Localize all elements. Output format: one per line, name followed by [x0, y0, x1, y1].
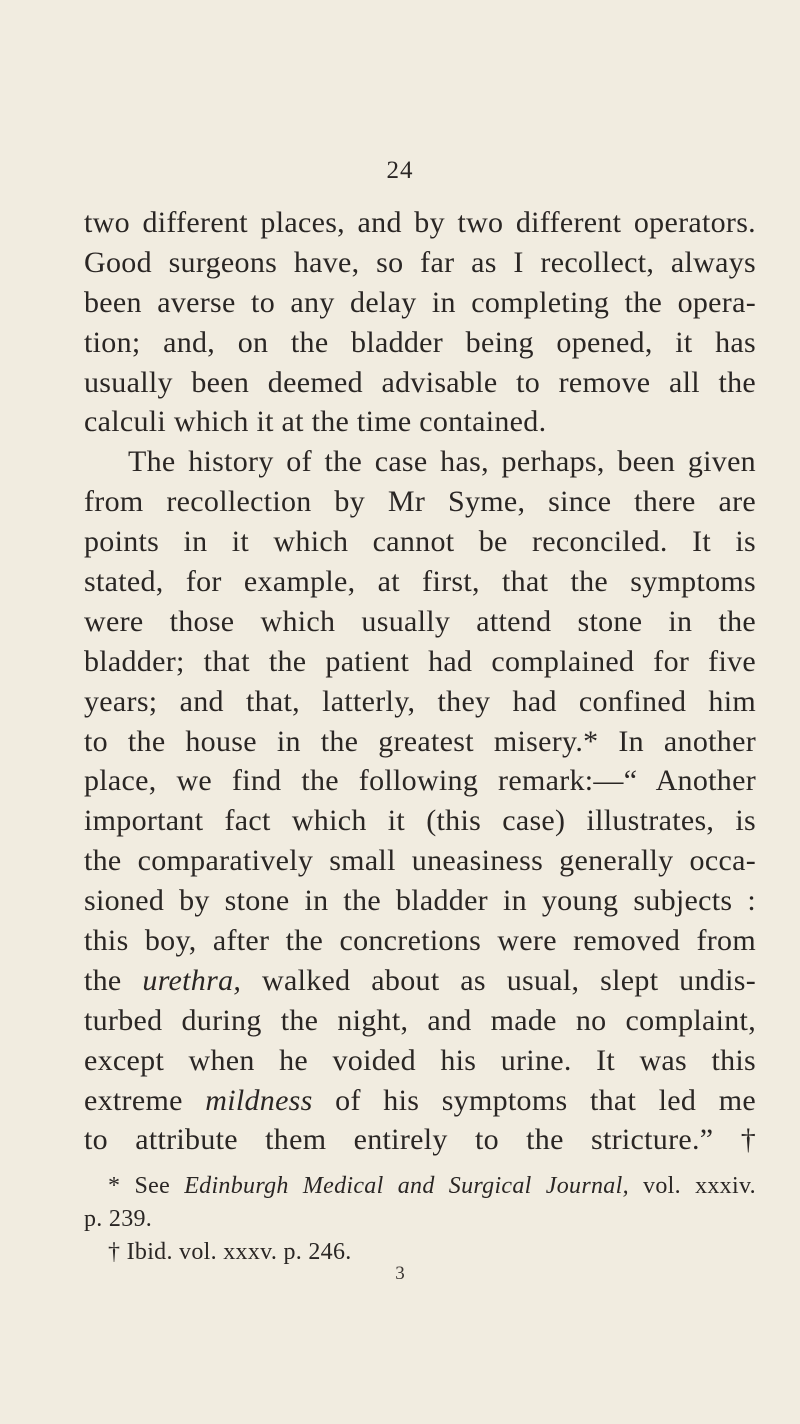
text-line: bladder; that the patient had complained for five: [84, 644, 756, 678]
text-fragment: walked about as usual, slept undis-: [241, 963, 756, 997]
text-line: been averse to any delay in completing the opera-: [84, 285, 756, 319]
text-fragment: extreme: [84, 1083, 206, 1117]
text-line: to attribute them entirely to the stricture.” †: [84, 1123, 756, 1157]
text-line: The history of the case has, perhaps, been given: [128, 445, 756, 479]
text-line: this boy, after the concretions were removed from: [84, 924, 756, 958]
footnotes: [84, 1170, 756, 1269]
footnote-volume: vol. xxxiv.: [628, 1173, 756, 1199]
text-line: Good surgeons have, so far as I recollect, always: [84, 245, 756, 279]
text-line: calculi which it at the time contained.: [84, 405, 547, 439]
text-line: place, we find the following remark:—“ Another: [84, 764, 756, 798]
text-line: points in it which cannot be reconciled. It is: [84, 525, 756, 559]
text-line: usually been deemed advisable to remove all the: [84, 365, 756, 399]
text-line: turbed during the night, and made no complaint,: [84, 1003, 756, 1037]
footnote-1: [84, 1170, 756, 1203]
text-line: except when he voided his urine. It was this: [84, 1043, 756, 1077]
signature-mark: 3: [395, 1263, 405, 1284]
footnote-marker: * See: [108, 1173, 185, 1199]
text-line: years; and that, latterly, they had confined him: [84, 684, 756, 718]
text-line: were those which usually attend stone in the: [84, 604, 756, 638]
text-line: the comparatively small uneasiness generally occa-: [84, 844, 756, 878]
page-number: 24: [386, 157, 414, 184]
footnote-1-continued: p. 239.: [84, 1206, 153, 1232]
text-line: stated, for example, at first, that the symptoms: [84, 565, 756, 599]
text-line: tion; and, on the bladder being opened, it has: [84, 325, 756, 359]
footnote-journal-title: Edinburgh Medical and Surgical Journal,: [184, 1173, 629, 1199]
italic-term-urethra: urethra,: [142, 963, 242, 997]
text-fragment: the: [84, 963, 143, 997]
text-fragment: of his symptoms that led me: [312, 1083, 756, 1117]
text-line: [84, 1081, 756, 1121]
text-line: to the house in the greatest misery.* In another: [84, 724, 756, 758]
text-line: important fact which it (this case) illustrates, is: [84, 804, 756, 838]
footnote-2: † Ibid. vol. xxxv. p. 246.: [108, 1239, 352, 1265]
text-line: sioned by stone in the bladder in young subjects :: [84, 884, 756, 918]
text-line: two different places, and by two different operators.: [84, 206, 756, 239]
text-line: from recollection by Mr Syme, since there are: [84, 485, 756, 519]
body-text: [84, 203, 756, 1160]
italic-term-mildness: mildness: [205, 1083, 313, 1117]
text-line: [84, 961, 756, 1001]
